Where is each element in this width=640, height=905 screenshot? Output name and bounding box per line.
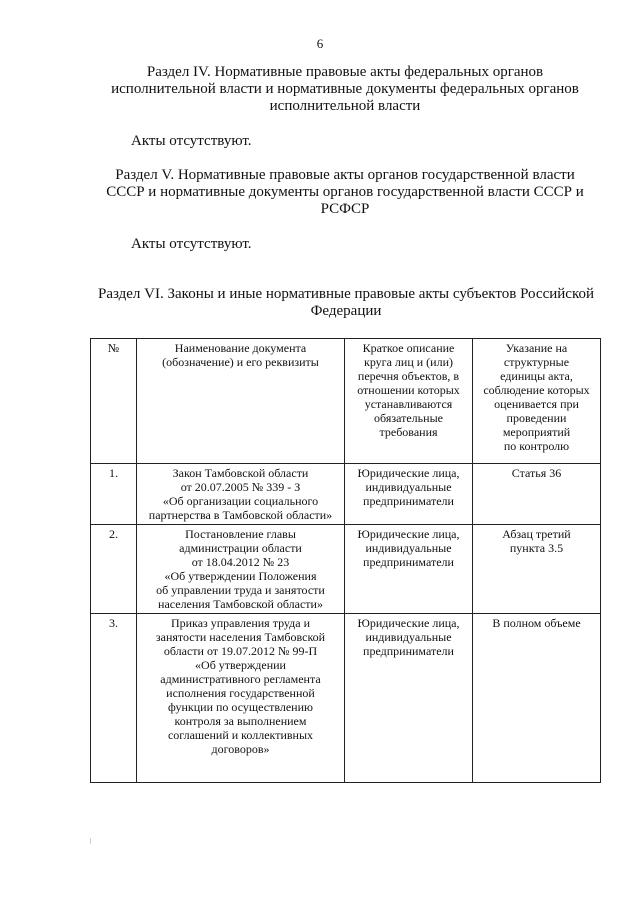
row-document-name: Постановление главы администрации области от 18.04.2012 № 23 «Об утверждении Положения об управлении труда и занятости населения Тамбовской области» xyxy=(137,525,345,614)
row-units: Абзац третий пункта 3.5 xyxy=(473,525,601,614)
header-document-name: Наименование документа (обозначение) и его реквизиты xyxy=(137,339,345,464)
row-persons: Юридические лица, индивидуальные предприниматели xyxy=(345,464,473,525)
row-number: 1. xyxy=(91,464,137,525)
header-persons-description: Краткое описание круга лиц и (или) перечня объектов, в отношении которых устанавливаются обязательные требования xyxy=(345,339,473,464)
row-persons: Юридические лица, индивидуальные предприниматели xyxy=(345,614,473,783)
row-document-name: Закон Тамбовской области от 20.07.2005 № 339 - З «Об организации социального партнерства в Тамбовской области» xyxy=(137,464,345,525)
scan-margin-mark xyxy=(90,838,91,844)
row-number: 2. xyxy=(91,525,137,614)
row-document-name: Приказ управления труда и занятости населения Тамбовской области от 19.07.2012 № 99-П «Об утверждении административного регламента исполнения государственной функции по осуществлению контроля за выполнением соглашений и коллективных договоров» xyxy=(137,614,345,783)
section-4-title: Раздел IV. Нормативные правовые акты федеральных органов исполнительной власти и нормативные документы федеральных органов исполнительной власти xyxy=(111,64,579,114)
row-number: 3. xyxy=(91,614,137,783)
section-5-body: Акты отсутствуют. xyxy=(131,236,252,252)
header-number: № xyxy=(91,339,137,464)
table-header-row xyxy=(91,339,601,464)
header-structural-units: Указание на структурные единицы акта, соблюдение которых оценивается при проведении мероприятий по контролю xyxy=(473,339,601,464)
acts-table xyxy=(90,338,601,783)
row-persons: Юридические лица, индивидуальные предприниматели xyxy=(345,525,473,614)
row-units: Статья 36 xyxy=(473,464,601,525)
row-units: В полном объеме xyxy=(473,614,601,783)
section-6-title: Раздел VI. Законы и иные нормативные правовые акты субъектов Российской Федерации xyxy=(97,286,595,319)
table-row xyxy=(91,614,601,783)
table-row xyxy=(91,464,601,525)
table-row xyxy=(91,525,601,614)
section-4-body: Акты отсутствуют. xyxy=(131,133,252,149)
page-number: 6 xyxy=(316,36,324,51)
section-5-title: Раздел V. Нормативные правовые акты органов государственной власти СССР и нормативные документы органов государственной власти СССР и РСФСР xyxy=(106,167,584,217)
